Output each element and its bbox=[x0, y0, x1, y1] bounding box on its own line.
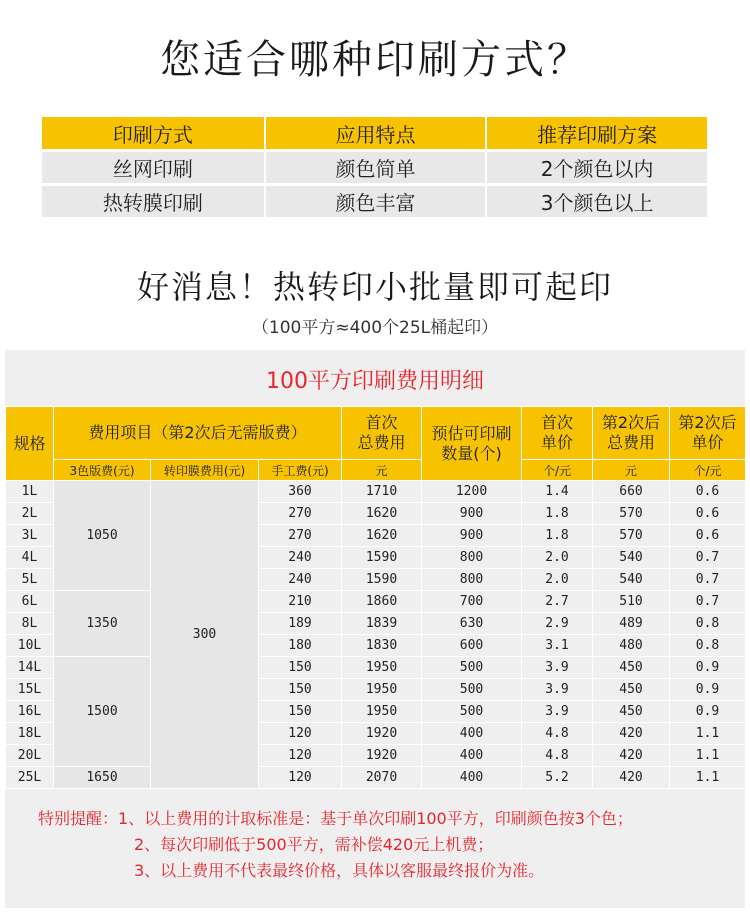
header-first-total: 首次 总费用 bbox=[342, 407, 422, 460]
second-unit-price-cell: 0.9 bbox=[670, 679, 746, 701]
quantity-cell: 500 bbox=[422, 679, 522, 701]
price-table-body bbox=[6, 481, 746, 789]
spec-cell: 20L bbox=[6, 745, 54, 767]
notes-label: 特别提醒： bbox=[38, 809, 119, 828]
second-total-cell: 540 bbox=[593, 547, 670, 569]
film-fee-cell: 300 bbox=[151, 481, 259, 789]
first-unit-price-cell: 2.9 bbox=[522, 613, 593, 635]
first-unit-price-cell: 4.8 bbox=[522, 745, 593, 767]
method-cell: 热转膜印刷 bbox=[42, 186, 264, 217]
minimum-order-note: （100平方≈400个25L桶起印） bbox=[251, 318, 499, 338]
spec-cell: 16L bbox=[6, 701, 54, 723]
second-unit-price-cell: 0.9 bbox=[670, 657, 746, 679]
first-total-cell: 1920 bbox=[342, 745, 422, 767]
table-row bbox=[6, 591, 746, 613]
price-table bbox=[5, 406, 746, 789]
first-unit-price-cell: 2.7 bbox=[522, 591, 593, 613]
second-total-cell: 570 bbox=[593, 503, 670, 525]
quantity-cell: 500 bbox=[422, 701, 522, 723]
quantity-cell: 400 bbox=[422, 723, 522, 745]
quantity-cell: 400 bbox=[422, 767, 522, 789]
header-spec: 规格 bbox=[6, 407, 54, 481]
labor-fee-cell: 360 bbox=[259, 481, 342, 503]
table-row bbox=[6, 657, 746, 679]
first-total-cell: 1590 bbox=[342, 569, 422, 591]
unit-second-total: 元 bbox=[593, 460, 670, 481]
second-unit-price-cell: 1.1 bbox=[670, 723, 746, 745]
second-total-cell: 570 bbox=[593, 525, 670, 547]
header-second-total: 第2次后 总费用 bbox=[593, 407, 670, 460]
page-title: 您适合哪种印刷方式？ bbox=[160, 37, 590, 83]
labor-fee-cell: 120 bbox=[259, 745, 342, 767]
first-total-cell: 1950 bbox=[342, 701, 422, 723]
plate-fee-cell: 1650 bbox=[54, 767, 151, 789]
first-total-cell: 1920 bbox=[342, 723, 422, 745]
second-unit-price-cell: 0.7 bbox=[670, 547, 746, 569]
panel-title: 100平方印刷费用明细 bbox=[266, 369, 484, 394]
plate-fee-cell: 1500 bbox=[54, 657, 151, 767]
method-cell: 丝网印刷 bbox=[42, 152, 264, 183]
first-unit-price-cell: 1.4 bbox=[522, 481, 593, 503]
spec-cell: 3L bbox=[6, 525, 54, 547]
labor-fee-cell: 120 bbox=[259, 723, 342, 745]
spec-cell: 18L bbox=[6, 723, 54, 745]
first-total-cell: 1590 bbox=[342, 547, 422, 569]
first-unit-price-cell: 3.9 bbox=[522, 701, 593, 723]
table-row bbox=[42, 152, 707, 183]
note-line: 3、以上费用不代表最终价格，具体以客服最终报价为准。 bbox=[134, 861, 545, 880]
first-total-cell: 1620 bbox=[342, 503, 422, 525]
second-total-cell: 450 bbox=[593, 657, 670, 679]
second-unit-price-cell: 0.6 bbox=[670, 525, 746, 547]
plan-cell: 2个颜色以内 bbox=[485, 152, 707, 183]
spec-cell: 25L bbox=[6, 767, 54, 789]
second-unit-price-cell: 0.6 bbox=[670, 503, 746, 525]
first-total-cell: 1830 bbox=[342, 635, 422, 657]
plan-cell: 3个颜色以上 bbox=[485, 186, 707, 217]
labor-fee-cell: 240 bbox=[259, 569, 342, 591]
first-unit-price-cell: 1.8 bbox=[522, 503, 593, 525]
header-first-unit: 首次 单价 bbox=[522, 407, 593, 460]
first-total-cell: 1860 bbox=[342, 591, 422, 613]
printing-method-table bbox=[42, 114, 707, 220]
first-total-cell: 1620 bbox=[342, 525, 422, 547]
second-total-cell: 450 bbox=[593, 701, 670, 723]
labor-fee-cell: 150 bbox=[259, 657, 342, 679]
table-row bbox=[42, 186, 707, 217]
second-total-cell: 450 bbox=[593, 679, 670, 701]
spec-cell: 2L bbox=[6, 503, 54, 525]
first-unit-price-cell: 1.8 bbox=[522, 525, 593, 547]
spec-cell: 4L bbox=[6, 547, 54, 569]
method-header-method: 印刷方式 bbox=[42, 117, 264, 149]
second-total-cell: 420 bbox=[593, 723, 670, 745]
quantity-cell: 400 bbox=[422, 745, 522, 767]
plate-fee-cell: 1350 bbox=[54, 591, 151, 657]
header-fee-items: 费用项目（第2次后无需版费） bbox=[54, 407, 342, 460]
quantity-cell: 630 bbox=[422, 613, 522, 635]
labor-fee-cell: 240 bbox=[259, 547, 342, 569]
good-news-heading: 好消息！热转印小批量即可起印 bbox=[136, 268, 613, 306]
labor-fee-cell: 150 bbox=[259, 679, 342, 701]
table-row bbox=[6, 767, 746, 789]
first-total-cell: 1950 bbox=[342, 679, 422, 701]
spec-cell: 15L bbox=[6, 679, 54, 701]
first-total-cell: 1839 bbox=[342, 613, 422, 635]
unit-first-total: 元 bbox=[342, 460, 422, 481]
header-quantity: 预估可印刷 数量(个) bbox=[422, 407, 522, 481]
second-total-cell: 480 bbox=[593, 635, 670, 657]
second-unit-price-cell: 1.1 bbox=[670, 745, 746, 767]
spec-cell: 6L bbox=[6, 591, 54, 613]
unit-second-unit: 个/元 bbox=[670, 460, 746, 481]
spec-cell: 1L bbox=[6, 481, 54, 503]
quantity-cell: 500 bbox=[422, 657, 522, 679]
spec-cell: 10L bbox=[6, 635, 54, 657]
quantity-cell: 600 bbox=[422, 635, 522, 657]
second-total-cell: 510 bbox=[593, 591, 670, 613]
labor-fee-cell: 270 bbox=[259, 503, 342, 525]
labor-fee-cell: 150 bbox=[259, 701, 342, 723]
second-unit-price-cell: 0.8 bbox=[670, 635, 746, 657]
second-total-cell: 540 bbox=[593, 569, 670, 591]
note-line: 特别提醒：1、以上费用的计取标准是：基于单次印刷100平方，印刷颜色按3个色； bbox=[38, 809, 633, 828]
unit-first-unit: 个/元 bbox=[522, 460, 593, 481]
quantity-cell: 900 bbox=[422, 503, 522, 525]
special-notes bbox=[38, 806, 738, 884]
second-total-cell: 489 bbox=[593, 613, 670, 635]
labor-fee-cell: 180 bbox=[259, 635, 342, 657]
first-unit-price-cell: 2.0 bbox=[522, 569, 593, 591]
second-unit-price-cell: 0.9 bbox=[670, 701, 746, 723]
header-second-unit: 第2次后 单价 bbox=[670, 407, 746, 460]
feature-cell: 颜色简单 bbox=[264, 152, 486, 183]
first-unit-price-cell: 3.9 bbox=[522, 657, 593, 679]
labor-fee-cell: 210 bbox=[259, 591, 342, 613]
feature-cell: 颜色丰富 bbox=[264, 186, 486, 217]
second-unit-price-cell: 1.1 bbox=[670, 767, 746, 789]
first-unit-price-cell: 4.8 bbox=[522, 723, 593, 745]
second-unit-price-cell: 0.6 bbox=[670, 481, 746, 503]
second-unit-price-cell: 0.7 bbox=[670, 569, 746, 591]
method-table-header bbox=[42, 117, 707, 149]
quantity-cell: 800 bbox=[422, 547, 522, 569]
labor-fee-cell: 270 bbox=[259, 525, 342, 547]
method-header-feature: 应用特点 bbox=[264, 117, 486, 149]
quantity-cell: 1200 bbox=[422, 481, 522, 503]
quantity-cell: 800 bbox=[422, 569, 522, 591]
quantity-cell: 700 bbox=[422, 591, 522, 613]
subheader-labor-fee: 手工费(元) bbox=[259, 460, 342, 481]
plate-fee-cell: 1050 bbox=[54, 481, 151, 591]
spec-cell: 5L bbox=[6, 569, 54, 591]
first-total-cell: 1950 bbox=[342, 657, 422, 679]
spec-cell: 14L bbox=[6, 657, 54, 679]
labor-fee-cell: 189 bbox=[259, 613, 342, 635]
spec-cell: 8L bbox=[6, 613, 54, 635]
quantity-cell: 900 bbox=[422, 525, 522, 547]
second-total-cell: 420 bbox=[593, 745, 670, 767]
note-line: 2、每次印刷低于500平方，需补偿420元上机费； bbox=[134, 835, 494, 854]
second-unit-price-cell: 0.8 bbox=[670, 613, 746, 635]
first-unit-price-cell: 5.2 bbox=[522, 767, 593, 789]
labor-fee-cell: 120 bbox=[259, 767, 342, 789]
method-header-plan: 推荐印刷方案 bbox=[485, 117, 707, 149]
subheader-film-fee: 转印膜费用(元) bbox=[151, 460, 259, 481]
first-unit-price-cell: 3.1 bbox=[522, 635, 593, 657]
table-row bbox=[6, 481, 746, 503]
second-total-cell: 660 bbox=[593, 481, 670, 503]
subheader-plate-fee: 3色版费(元) bbox=[54, 460, 151, 481]
first-total-cell: 1710 bbox=[342, 481, 422, 503]
first-unit-price-cell: 2.0 bbox=[522, 547, 593, 569]
second-unit-price-cell: 0.7 bbox=[670, 591, 746, 613]
second-total-cell: 420 bbox=[593, 767, 670, 789]
first-unit-price-cell: 3.9 bbox=[522, 679, 593, 701]
first-total-cell: 2070 bbox=[342, 767, 422, 789]
